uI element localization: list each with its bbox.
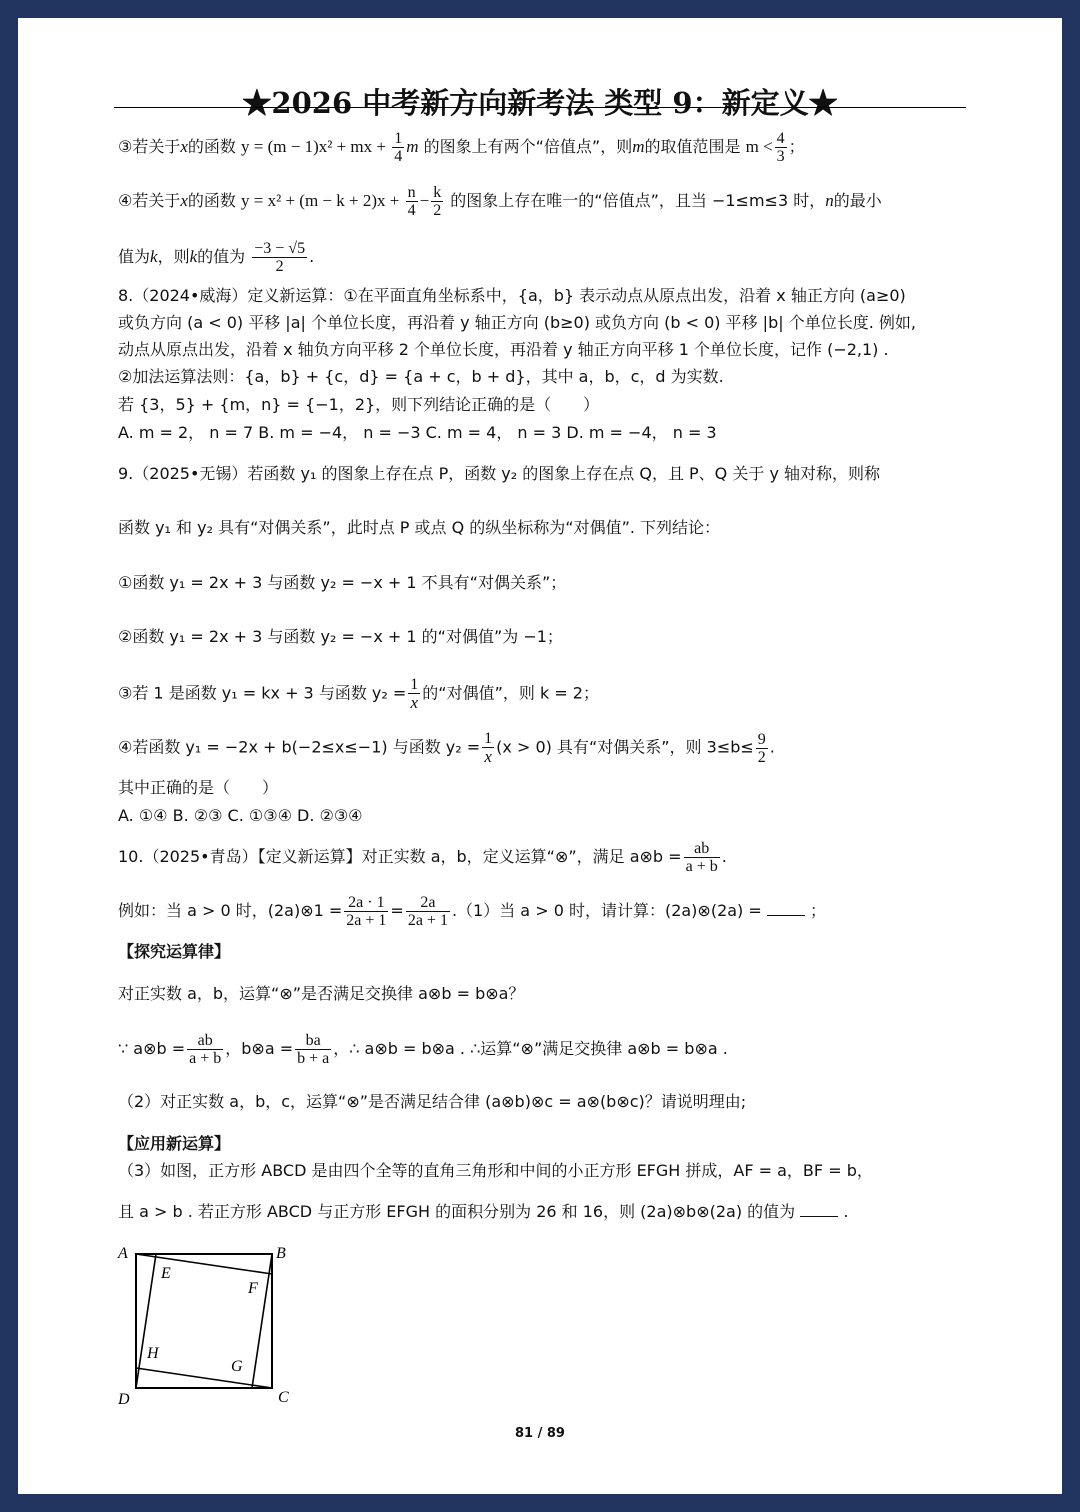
page-title: ★2026 中考新方向新考法 类型 9：新定义★ (242, 86, 838, 120)
label-e: E (161, 1265, 171, 1282)
answer-blank-2 (800, 1202, 838, 1217)
q10-heading-explore: 【探究运算律】 (118, 942, 231, 961)
label-f: F (248, 1280, 258, 1297)
page-number: 81 / 89 (515, 1426, 565, 1441)
label-b: B (276, 1245, 286, 1262)
q8-line-3: 动点从原点出发，沿着 x 轴负方向平移 2 个单位长度，再沿着 y 轴正方向平移 1 个单位长度，记作 (−2,1) . (118, 340, 889, 359)
label-c: C (278, 1389, 289, 1406)
document-page (18, 18, 1062, 1494)
q8-line-1: 8.（2024•威海）定义新运算：①在平面直角坐标系中，{a，b} 表示动点从原点出发，沿着 x 轴正方向 (a≥0) (118, 286, 906, 305)
segment-ch (136, 1368, 272, 1388)
q9-statement-3: ③若 1 是函数 y₁ = kx + 3 与函数 y₂ = $\frac{1}{x}$ 的“对偶值”，则 k = 2； (118, 676, 599, 712)
label-h: H (147, 1345, 159, 1362)
outer-square-abcd (136, 1254, 272, 1388)
segment-af (136, 1254, 272, 1274)
q9-line-1: 9.（2025•无锡）若函数 y₁ 的图象上存在点 P，函数 y₂ 的图象上存在点 Q，且 P、Q 关于 y 轴对称，则称 (118, 464, 881, 483)
q10-line-2: 例如：当 a > 0 时，(2a)⊗1 = $\frac{2a \cdot 1}{2a + 1}$ = $\frac{2a}{2a + 1}$ .（1）当 a > 0 时，请计算：(2a)⊗(2a) = ； (118, 894, 826, 929)
q7-statement-3: ③若关于x的函数 y = (m − 1)x² + mx + $\frac{1}{4}$ m 的图象上有两个“倍值点”，则m的取值范围是 m < $\frac{4}{3}$ ； (118, 130, 805, 165)
q10-line-3: 对正实数 a，b，运算“⊗”是否满足交换律 a⊗b = b⊗a？ (118, 984, 525, 1003)
q8-line-2: 或负方向 (a < 0) 平移 |a| 个单位长度，再沿着 y 轴正方向 (b≥0) 或负方向 (b < 0) 平移 |b| 个单位长度. 例如, (118, 313, 916, 332)
label-d: D (118, 1391, 130, 1408)
q7-statement-4-cont: 值为k，则k的值为 $\frac{-3 - √5}{2}$ . (118, 240, 315, 275)
segment-de (136, 1254, 156, 1388)
q9-statement-1: ①函数 y₁ = 2x + 3 与函数 y₂ = −x + 1 不具有“对偶关系”； (118, 573, 567, 592)
q8-options: A. m = 2， n = 7 B. m = −4， n = −3 C. m = 4， n = 3 D. m = −4， n = 3 (118, 423, 717, 442)
q9-ask: 其中正确的是（ ） (118, 778, 279, 797)
square-figure (114, 1238, 314, 1408)
label-a: A (118, 1245, 128, 1262)
q9-statement-4: ④若函数 y₁ = −2x + b(−2≤x≤−1) 与函数 y₂ = $\frac{1}{x} (x > 0)$ 具有“对偶关系”，则 3≤b≤ $\frac{9}{2}$ . (118, 730, 775, 766)
q10-line-7: 且 a > b . 若正方形 ABCD 与正方形 EFGH 的面积分别为 26 和 16，则 (2a)⊗b⊗(2a) 的值为 . (118, 1202, 849, 1221)
answer-blank-1 (767, 901, 805, 916)
q8-line-4: ②加法运算法则：{a，b} + {c，d} = {a + c，b + d}，其中 a，b，c，d 为实数. (118, 367, 724, 386)
q8-line-5: 若 {3，5} + {m，n} = {−1，2}，则下列结论正确的是（ ） (118, 395, 600, 414)
q10-line-1: 10.（2025•青岛）【定义新运算】对正实数 a，b，定义运算“⊗”，满足 a⊗b = $\frac{ab}{a + b}$ . (118, 840, 727, 875)
label-g: G (231, 1358, 243, 1375)
q9-statement-2: ②函数 y₁ = 2x + 3 与函数 y₂ = −x + 1 的“对偶值”为 −1； (118, 627, 563, 646)
q10-line-6: （3）如图，正方形 ABCD 是由四个全等的直角三角形和中间的小正方形 EFGH 拼成，AF = a，BF = b， (118, 1161, 873, 1180)
q10-heading-apply: 【应用新运算】 (118, 1134, 231, 1153)
q10-line-4: ∵ a⊗b = $\frac{ab}{a + b}$ ，b⊗a = $\frac{ba}{b + a}$ ，∴ a⊗b = b⊗a . ∴运算“⊗”满足交换律 a⊗b = b⊗a . (118, 1032, 728, 1067)
q7-statement-4: ④若关于x的函数 y = x² + (m − k + 2)x + $\frac{n}{4}$ − $\frac{k}{2}$ 的图象上存在唯一的“倍值点”，且当 −1≤m≤3 时，n的最小 (118, 184, 882, 219)
q9-line-2: 函数 y₁ 和 y₂ 具有“对偶关系”，此时点 P 或点 Q 的纵坐标称为“对偶值”. 下列结论： (118, 518, 721, 537)
q9-options: A. ①④ B. ②③ C. ①③④ D. ②③④ (118, 806, 363, 825)
title-underline (114, 107, 966, 108)
segment-bg (252, 1254, 272, 1388)
q10-line-5: （2）对正实数 a，b，c，运算“⊗”是否满足结合律 (a⊗b)⊗c = a⊗(b⊗c)？请说明理由; (118, 1092, 747, 1111)
